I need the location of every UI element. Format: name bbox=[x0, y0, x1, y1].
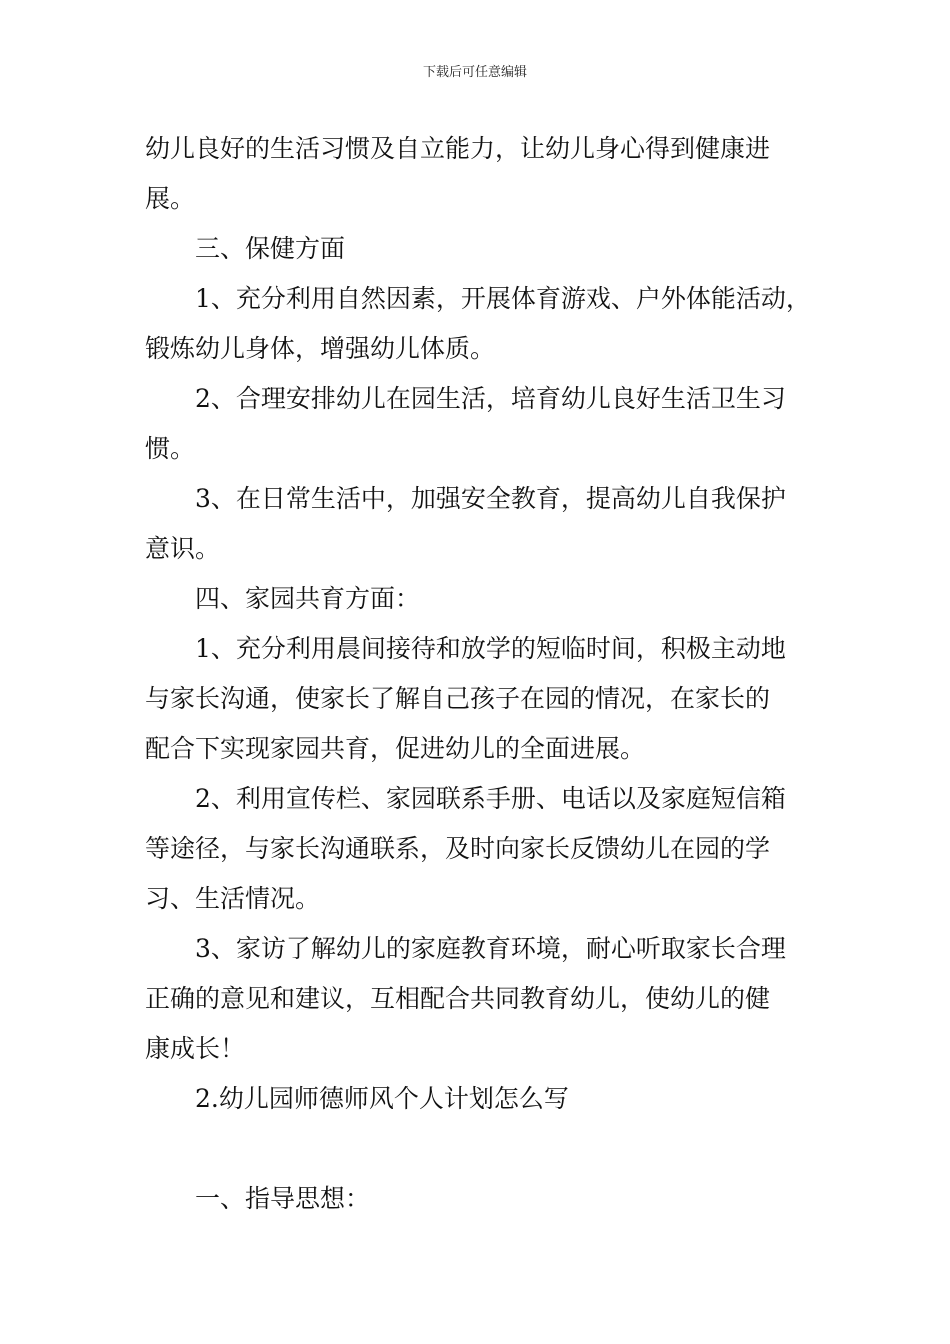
document-body bbox=[145, 124, 813, 1224]
text-line: 正确的意见和建议，互相配合共同教育幼儿，使幼儿的健 bbox=[145, 984, 771, 1013]
section-heading: 三、保健方面 bbox=[195, 234, 346, 263]
text-line: 惯。 bbox=[145, 434, 196, 463]
text-line: 习、生活情况。 bbox=[145, 884, 321, 913]
text-line: 幼儿良好的生活习惯及自立能力，让幼儿身心得到健康进 bbox=[145, 134, 771, 163]
text-line: 展。 bbox=[145, 184, 196, 213]
text-line: 意识。 bbox=[145, 534, 221, 563]
section-heading: 一、指导思想： bbox=[195, 1184, 371, 1213]
text-line: 锻炼幼儿身体，增强幼儿体质。 bbox=[145, 334, 496, 363]
section-heading: 四、家园共育方面： bbox=[195, 584, 421, 613]
text-line: 1、充分利用晨间接待和放学的短临时间，积极主动地 bbox=[195, 634, 786, 663]
text-line: 3、在日常生活中，加强安全教育，提高幼儿自我保护 bbox=[195, 484, 786, 513]
text-line: 2、利用宣传栏、家园联系手册、电话以及家庭短信箱 bbox=[195, 784, 786, 813]
text-line: 康成长！ bbox=[145, 1034, 246, 1063]
blank-line bbox=[145, 1124, 813, 1174]
text-line: 3、家访了解幼儿的家庭教育环境，耐心听取家长合理 bbox=[195, 934, 786, 963]
document-subtitle: 2.幼儿园师德师风个人计划怎么写 bbox=[195, 1084, 569, 1113]
page-header-note: 下载后可任意编辑 bbox=[422, 65, 527, 80]
text-line: 配合下实现家园共育，促进幼儿的全面进展。 bbox=[145, 734, 646, 763]
text-line: 等途径，与家长沟通联系，及时向家长反馈幼儿在园的学 bbox=[145, 834, 771, 863]
text-line: 1、充分利用自然因素，开展体育游戏、户外体能活动， bbox=[195, 284, 811, 313]
text-line: 与家长沟通，使家长了解自己孩子在园的情况，在家长的 bbox=[145, 684, 771, 713]
text-line: 2、合理安排幼儿在园生活，培育幼儿良好生活卫生习 bbox=[195, 384, 786, 413]
